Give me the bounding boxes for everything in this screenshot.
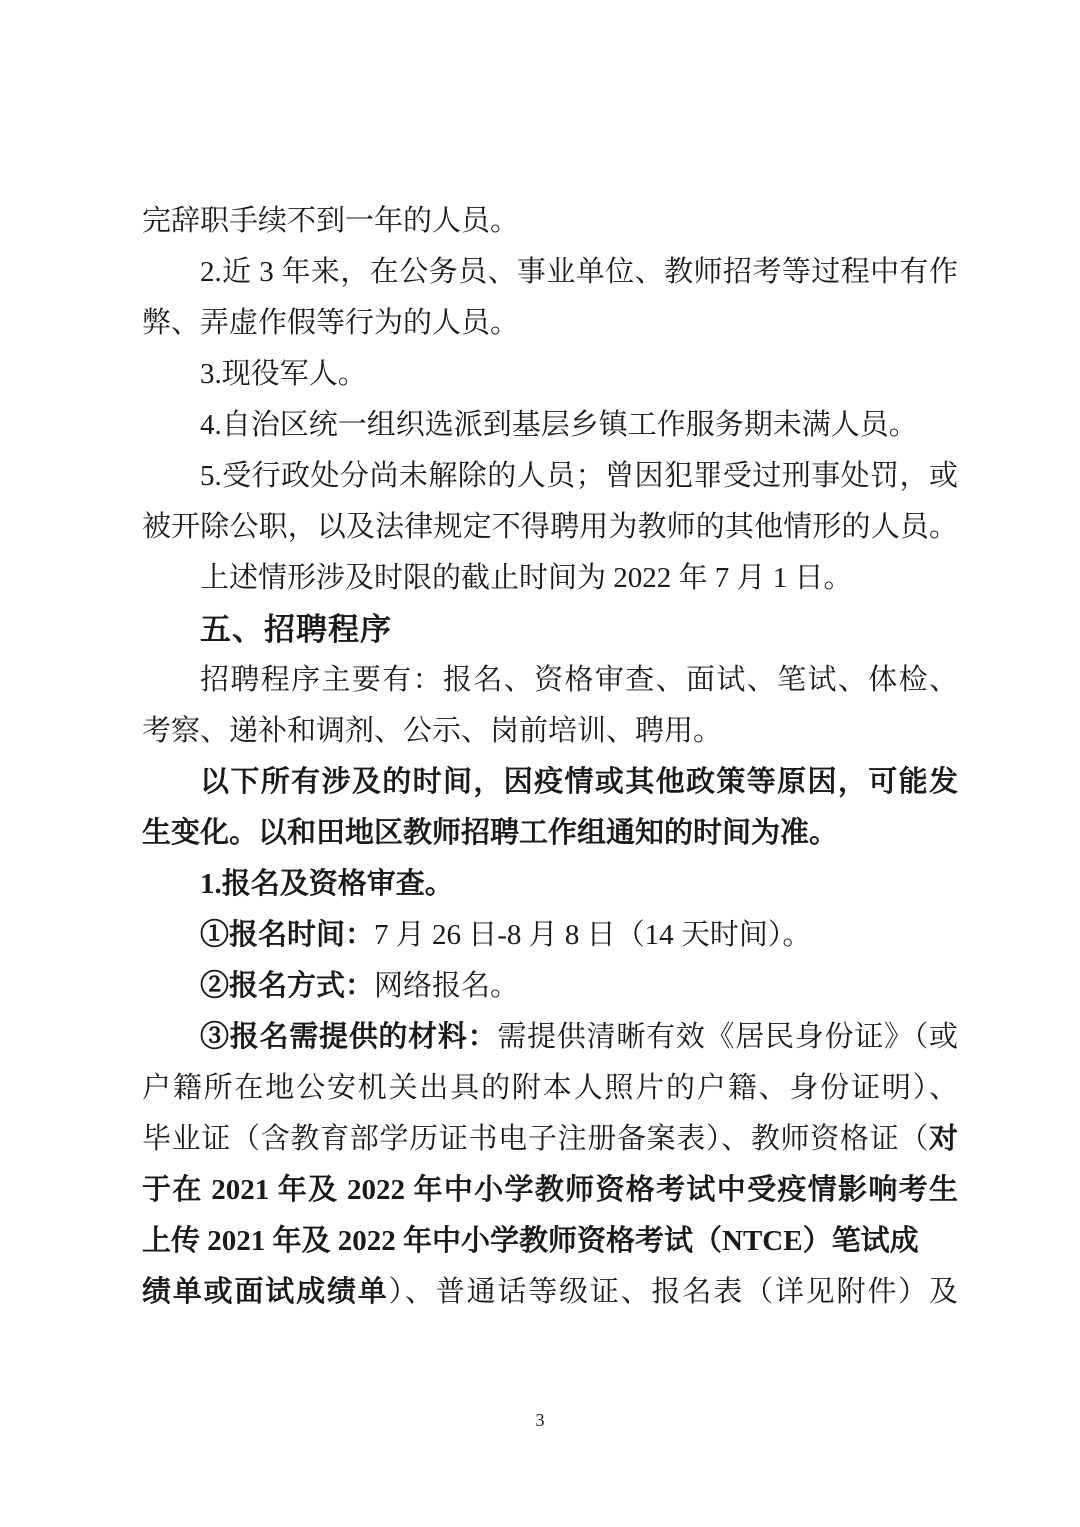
page-number: 3 — [535, 1410, 545, 1430]
text-segment: 考察、递补和调剂、公示、岗前培训、聘用。 — [142, 715, 723, 747]
text-segment: ②报名方式： — [200, 970, 375, 1002]
para-registration-materials — [142, 1012, 958, 1063]
text-segment: 1.报名及资格审查。 — [200, 868, 454, 900]
text-segment: 完辞职手续不到一年的人员。 — [142, 205, 520, 237]
para-registration-time — [142, 910, 958, 961]
text-segment: 上述情形涉及时限的截止时间为 2022 年 7 月 1 日。 — [200, 562, 853, 594]
text-segment: 五、招聘程序 — [200, 612, 392, 647]
text-segment: 对 — [928, 1123, 958, 1155]
text-segment: 5.受行政处分尚未解除的人员；曾因犯罪受过刑事处罚，或 — [200, 460, 958, 492]
para-registration-materials-cont-3 — [142, 1165, 958, 1216]
text-segment: 以下所有涉及的时间，因疫情或其他政策等原因，可能发 — [200, 766, 958, 798]
para-deadline-note — [142, 553, 958, 604]
para-ineligible-1-cont — [142, 196, 958, 247]
text-segment: 2.近 3 年来，在公务员、事业单位、教师招考等过程中有作 — [200, 256, 958, 288]
text-segment: 弊、弄虚作假等行为的人员。 — [142, 307, 520, 339]
para-ineligible-5-cont — [142, 502, 958, 553]
para-time-change-notice-cont — [142, 808, 958, 859]
text-segment: 被开除公职，以及法律规定不得聘用为教师的其他情形的人员。 — [142, 511, 958, 543]
para-registration-materials-cont-2 — [142, 1114, 958, 1165]
text-segment: ①报名时间： — [200, 919, 375, 951]
text-segment: 于在 2021 年及 2022 年中小学教师资格考试中受疫情影响考生 — [142, 1174, 958, 1206]
para-procedure-overview — [142, 655, 958, 706]
text-segment: 上传 2021 年及 2022 年中小学教师资格考试（NTCE）笔试成 — [142, 1225, 919, 1257]
text-segment: 3.现役军人。 — [200, 358, 367, 390]
text-segment: 需提供清晰有效《居民身份证》（或 — [497, 1021, 958, 1053]
text-segment: 户籍所在地公安机关出具的附本人照片的户籍、身份证明）、 — [142, 1072, 958, 1104]
para-registration-materials-cont-1 — [142, 1063, 958, 1114]
para-ineligible-2 — [142, 247, 958, 298]
text-segment: ③报名需提供的材料： — [200, 1021, 498, 1053]
text-segment: 绩单或面试成绩单 — [142, 1276, 389, 1308]
text-segment: 生变化。以和田地区教师招聘工作组通知的时间为准。 — [142, 817, 839, 849]
para-procedure-overview-cont — [142, 706, 958, 757]
text-segment: 4.自治区统一组织选派到基层乡镇工作服务期未满人员。 — [200, 409, 918, 441]
text-segment: 招聘程序主要有：报名、资格审查、面试、笔试、体检、 — [200, 664, 958, 696]
para-registration-method — [142, 961, 958, 1012]
section-heading-5 — [142, 604, 958, 655]
para-step-1-title — [142, 859, 958, 910]
text-segment: 毕业证（含教育部学历证书电子注册备案表）、教师资格证（ — [142, 1123, 929, 1155]
para-registration-materials-cont-4 — [142, 1216, 958, 1267]
para-ineligible-3 — [142, 349, 958, 400]
text-segment: 网络报名。 — [374, 970, 520, 1002]
text-segment: ）、普通话等级证、报名表（详见附件）及 — [388, 1276, 958, 1308]
para-ineligible-4 — [142, 400, 958, 451]
para-registration-materials-cont-5 — [142, 1267, 958, 1318]
para-time-change-notice — [142, 757, 958, 808]
para-ineligible-5 — [142, 451, 958, 502]
document-body — [142, 196, 958, 1318]
para-ineligible-2-cont — [142, 298, 958, 349]
text-segment: 7 月 26 日-8 月 8 日（14 天时间）。 — [374, 919, 812, 951]
